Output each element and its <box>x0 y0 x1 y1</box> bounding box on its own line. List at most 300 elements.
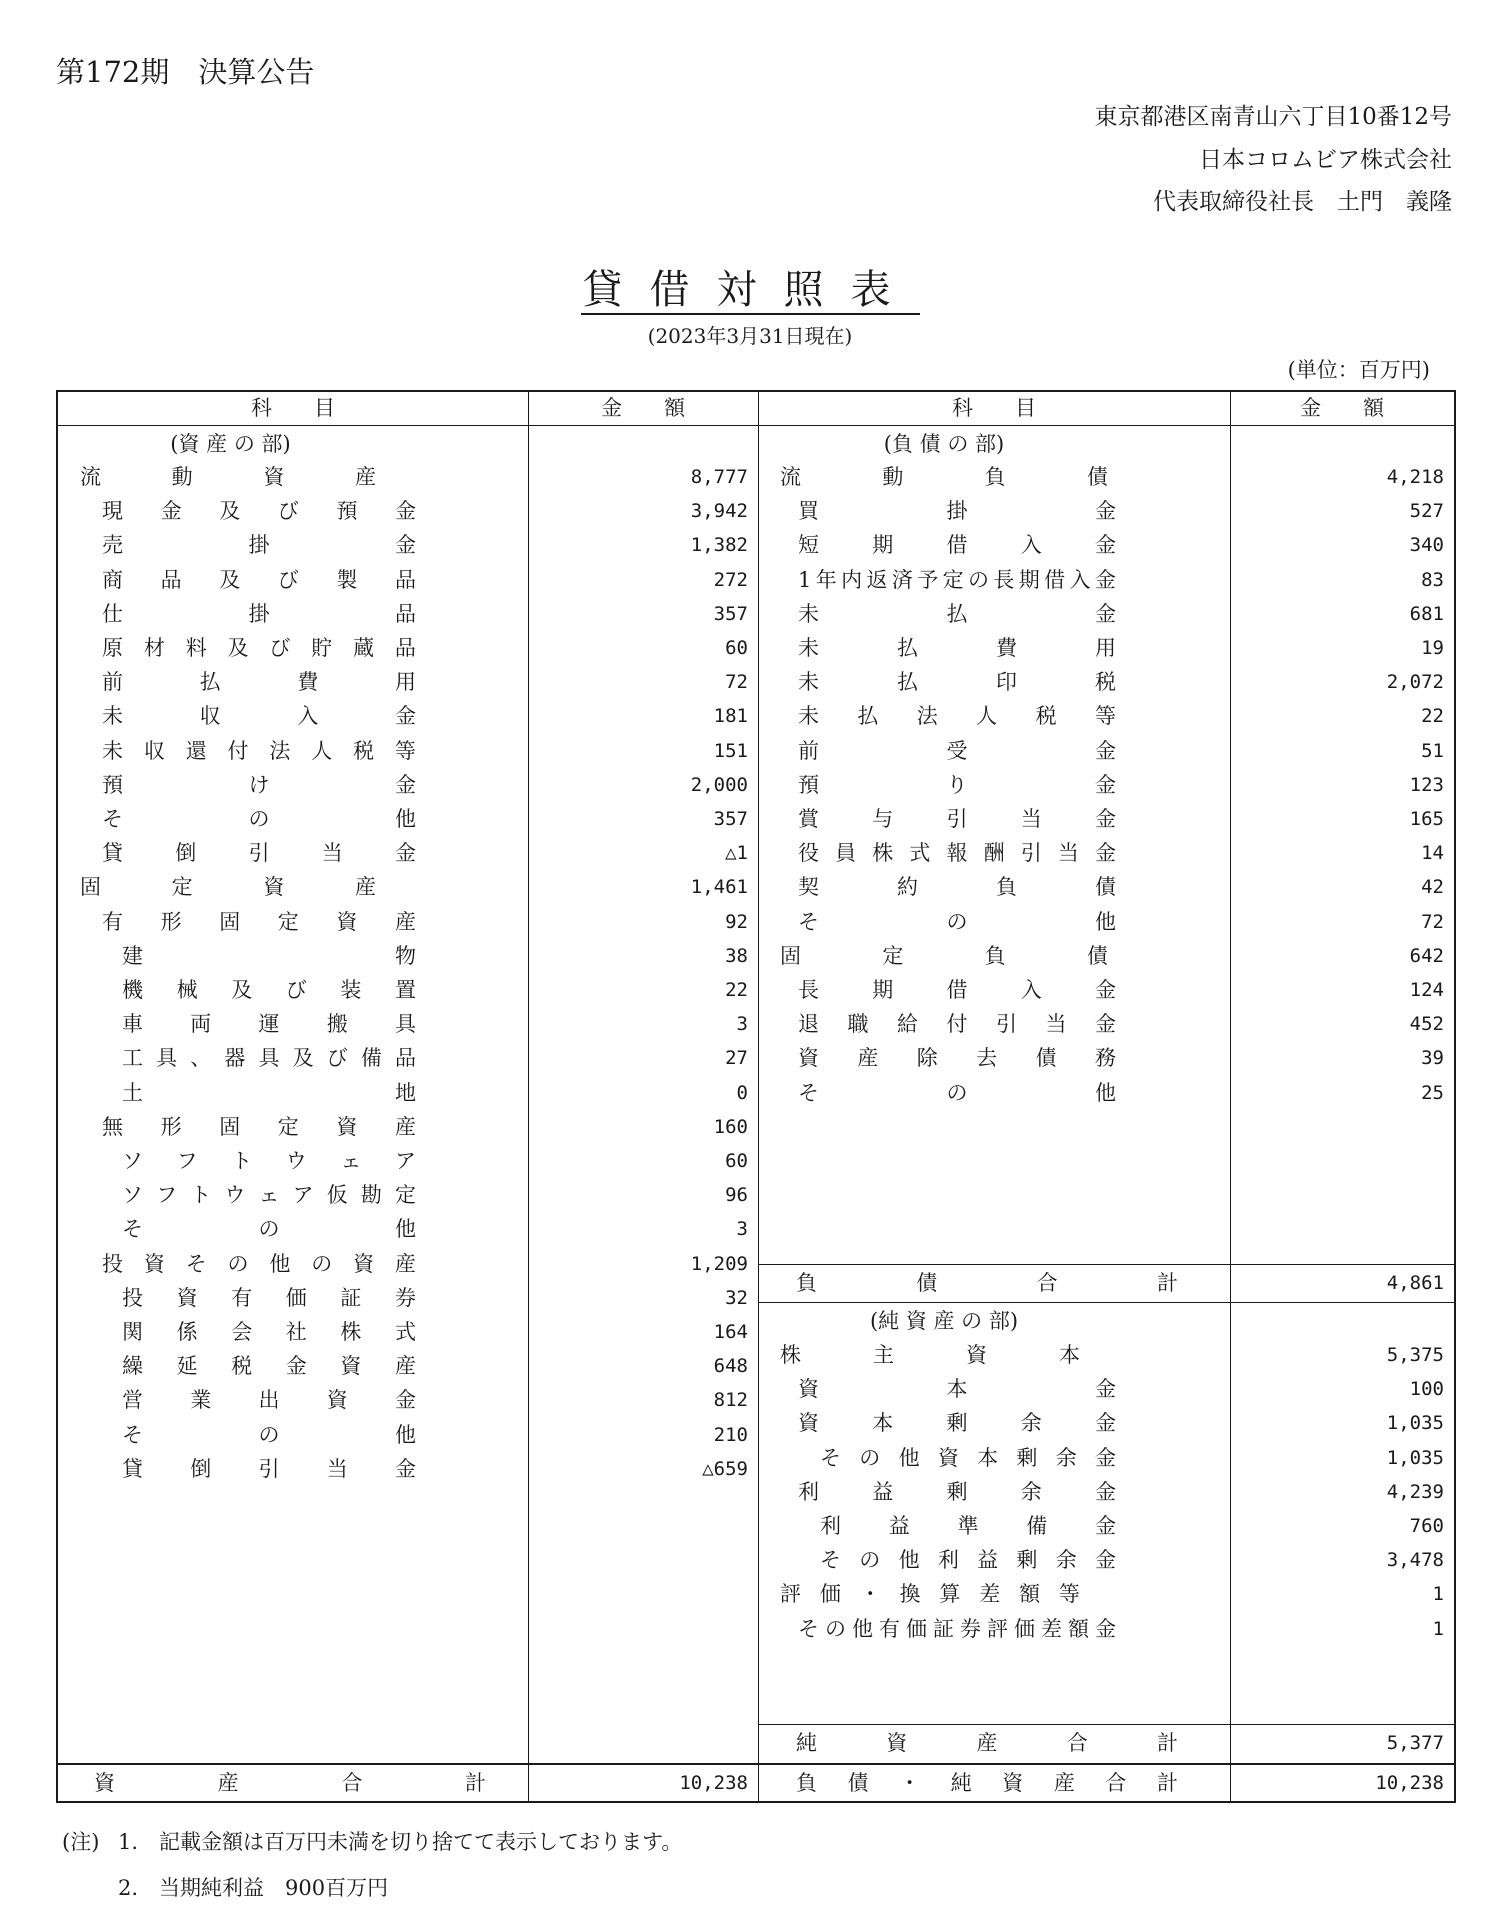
label-char: 利 <box>820 1514 841 1538</box>
label-char: 繰 <box>122 1354 143 1379</box>
label-char: 未 <box>102 704 123 729</box>
liab-net-total-row <box>758 1766 1454 1800</box>
label-char: 投 <box>122 1285 143 1310</box>
liability-row <box>758 836 1454 870</box>
liability-label <box>798 494 1116 528</box>
document-title <box>0 258 1500 315</box>
label-char: 当 <box>321 841 343 866</box>
label-char: 株 <box>780 1343 801 1367</box>
label-char: 資 <box>353 1251 375 1276</box>
net-asset-row <box>758 1475 1454 1509</box>
label-char: 員 <box>835 841 857 866</box>
note-prefix: (注) <box>62 1830 100 1854</box>
label-char: 資 <box>966 1343 987 1367</box>
label-char: 投 <box>102 1251 123 1276</box>
liability-row <box>758 905 1454 939</box>
liability-amount: 4,218 <box>1386 466 1444 488</box>
net-asset-amount: 3,478 <box>1386 1549 1444 1572</box>
net-asset-label <box>798 1475 1116 1509</box>
liability-label <box>798 870 1116 904</box>
label-char: 差 <box>1041 1616 1062 1641</box>
asset-label <box>102 699 416 733</box>
note-2: 2. 当期純利益 900百万円 <box>118 1876 389 1900</box>
label-char: 資 <box>886 1731 908 1755</box>
liability-label <box>798 1007 1116 1041</box>
liability-label <box>798 1076 1116 1110</box>
liability-amount: 165 <box>1409 808 1444 830</box>
label-char: 税 <box>1035 704 1057 729</box>
liability-row <box>758 973 1454 1007</box>
liability-row <box>758 631 1454 665</box>
label-char: フ <box>156 1183 178 1208</box>
label-char: の <box>258 1422 280 1447</box>
label-char: 契 <box>798 875 819 900</box>
label-char: 付 <box>946 1012 968 1037</box>
label-char: 有 <box>102 909 123 934</box>
net-asset-row <box>758 1509 1454 1543</box>
label-char: 無 <box>102 1114 123 1139</box>
net-asset-amount: 760 <box>1409 1515 1444 1537</box>
label-char: 産 <box>857 1046 879 1071</box>
as-of-date: (2023年3月31日現在) <box>647 324 853 348</box>
label-char: 負 <box>996 875 1017 900</box>
asset-amount: 8,777 <box>690 466 748 488</box>
asset-label <box>102 905 416 939</box>
asset-amount: 357 <box>713 808 748 830</box>
label-char: 金 <box>395 1388 416 1413</box>
label-char: 工 <box>122 1046 143 1071</box>
label-char: 倒 <box>175 841 197 866</box>
label-char: 差 <box>979 1582 1001 1607</box>
asset-amount: 38 <box>725 944 748 967</box>
label-char: 引 <box>996 1012 1017 1037</box>
liability-row <box>758 528 1454 562</box>
asset-row <box>58 836 758 870</box>
label-char: 他 <box>852 1616 873 1641</box>
label-char: 具 <box>258 1046 280 1071</box>
asset-row <box>58 870 758 904</box>
liability-row <box>758 665 1454 699</box>
liability-amount: 452 <box>1409 1013 1444 1036</box>
label-char: 職 <box>847 1012 869 1037</box>
label-char: 掛 <box>946 499 968 524</box>
label-char: 評 <box>987 1616 1008 1641</box>
label-char: 金 <box>1095 1377 1116 1402</box>
label-char: 本 <box>872 1411 894 1436</box>
label-char: 余 <box>1055 1548 1077 1573</box>
label-char: 債 <box>1035 1046 1057 1071</box>
net-asset-row <box>758 1372 1454 1406</box>
label-char: 入 <box>1020 533 1042 558</box>
asset-label <box>122 1383 416 1417</box>
net-assets-total-row <box>758 1726 1454 1760</box>
label-char: 未 <box>798 636 819 660</box>
label-char: 本 <box>946 1377 968 1402</box>
label-char: 給 <box>897 1012 918 1037</box>
label-char: 器 <box>224 1046 246 1071</box>
label-char: び <box>269 636 291 660</box>
label-char: 産 <box>354 875 376 900</box>
liability-row <box>758 802 1454 836</box>
asset-row <box>58 460 758 494</box>
asset-row <box>58 1041 758 1075</box>
liability-label <box>798 597 1116 631</box>
asset-amount: 272 <box>713 568 748 591</box>
label-char: 金 <box>1095 1479 1116 1504</box>
label-char: ソ <box>122 1149 143 1173</box>
label-char: 資 <box>176 1285 198 1310</box>
label-char: 定 <box>395 1183 416 1208</box>
label-char: 固 <box>219 1114 241 1139</box>
liability-amount: 51 <box>1421 739 1444 762</box>
asset-row <box>58 802 758 836</box>
label-char: 品 <box>394 636 416 660</box>
liability-label <box>798 905 1116 939</box>
label-char: 借 <box>946 978 968 1002</box>
label-char: 当 <box>1045 1012 1067 1037</box>
label-char: 引 <box>946 807 968 831</box>
label-char: 金 <box>1095 978 1116 1002</box>
label-char: 期 <box>1018 567 1040 592</box>
label-char: 流 <box>80 465 101 489</box>
asset-row <box>58 1247 758 1281</box>
label-char: ウ <box>285 1149 307 1173</box>
asset-label <box>122 1418 416 1452</box>
label-char: 両 <box>190 1012 212 1037</box>
header-amount-left: 金 額 <box>601 396 685 420</box>
asset-row <box>58 1281 758 1315</box>
label-char: 掛 <box>248 601 270 626</box>
label-char: 年 <box>815 567 837 592</box>
net-asset-amount: 1,035 <box>1386 1446 1444 1469</box>
label-char: 装 <box>340 978 362 1002</box>
label-char: 役 <box>798 841 819 866</box>
label-char: 剰 <box>946 1479 968 1504</box>
label-char: 前 <box>798 738 819 763</box>
net-assets-divider <box>758 1302 1454 1303</box>
liability-amount: 42 <box>1421 876 1444 899</box>
asset-label <box>122 1212 416 1246</box>
label-char: 他 <box>898 1548 920 1573</box>
label-char: の <box>946 909 968 934</box>
label-char: 資 <box>1002 1771 1024 1795</box>
label-char: 資 <box>263 465 285 489</box>
label-char: び <box>326 1046 348 1071</box>
label-char: 品 <box>160 567 182 592</box>
label-char: 原 <box>102 636 123 660</box>
label-char: 剰 <box>1016 1548 1038 1573</box>
label-char: 備 <box>1026 1514 1048 1538</box>
label-char: 期 <box>872 533 894 558</box>
asset-row <box>58 1178 758 1212</box>
net-asset-row <box>758 1543 1454 1577</box>
label-char: 物 <box>395 943 416 968</box>
asset-label <box>102 631 416 665</box>
label-char: 証 <box>933 1616 954 1641</box>
liability-amount: 22 <box>1421 705 1444 728</box>
label-char: 現 <box>102 499 123 524</box>
label-char: 計 <box>1156 1771 1178 1795</box>
label-char: 約 <box>897 875 918 900</box>
label-char: ア <box>394 1149 416 1173</box>
label-char: 金 <box>1094 1548 1116 1573</box>
liability-label <box>780 939 1108 973</box>
label-char: 品 <box>395 1046 416 1071</box>
liability-row <box>758 939 1454 973</box>
label-char: 掛 <box>248 533 270 558</box>
label-char: 価 <box>285 1285 307 1310</box>
net-asset-amount: 1 <box>1432 1617 1444 1640</box>
label-char: 本 <box>1059 1343 1080 1367</box>
label-char: 法 <box>916 704 938 729</box>
net-asset-amount: 1,035 <box>1386 1412 1444 1435</box>
label-char: 械 <box>176 978 198 1002</box>
label-char: 仮 <box>326 1183 348 1208</box>
label-char: 合 <box>1036 1271 1058 1295</box>
label-char: 未 <box>798 670 819 695</box>
label-char: 産 <box>394 1251 416 1276</box>
label-char: 固 <box>780 943 801 968</box>
label-char: 入 <box>297 704 319 729</box>
label-char: 券 <box>394 1285 416 1310</box>
label-char: 払 <box>199 670 221 695</box>
asset-row <box>58 494 758 528</box>
label-char: 定 <box>277 1114 299 1139</box>
label-char: 他 <box>395 807 416 831</box>
label-char: 金 <box>1095 1012 1116 1037</box>
asset-row <box>58 939 758 973</box>
liability-amount: 642 <box>1409 944 1444 967</box>
asset-row <box>58 563 758 597</box>
header-subject-right: 科 目 <box>952 396 1036 420</box>
label-char: そ <box>798 1080 819 1105</box>
label-char: 債 <box>916 1271 938 1295</box>
liabilities-total-label <box>796 1266 1178 1300</box>
label-char: 形 <box>160 909 182 934</box>
balance-sheet-table <box>56 390 1456 1803</box>
label-char: 搬 <box>326 1012 348 1037</box>
label-char: 定 <box>942 567 964 592</box>
label-char: 料 <box>185 636 207 660</box>
liability-amount: 527 <box>1409 500 1444 523</box>
label-char: 動 <box>171 465 193 489</box>
liability-label <box>798 802 1116 836</box>
label-char: の <box>227 1251 249 1276</box>
label-char: 出 <box>258 1388 280 1413</box>
asset-row <box>58 1110 758 1144</box>
net-assets-total-amount: 5,377 <box>1386 1732 1444 1754</box>
liability-row <box>758 1041 1454 1075</box>
label-char: 長 <box>798 978 819 1002</box>
label-char: 金 <box>394 704 416 729</box>
label-char: 関 <box>122 1320 143 1344</box>
asset-row <box>58 1452 758 1486</box>
asset-amount: 812 <box>713 1389 748 1412</box>
asset-amount: 60 <box>725 637 748 659</box>
liability-label <box>798 768 1116 802</box>
label-char: 会 <box>231 1320 253 1344</box>
header-divider <box>58 425 1454 426</box>
label-char: 商 <box>102 567 123 592</box>
label-char: の <box>968 567 989 592</box>
label-char: 印 <box>996 670 1017 695</box>
label-char: 価 <box>1014 1616 1035 1641</box>
asset-label <box>102 802 416 836</box>
label-char: 価 <box>906 1616 927 1641</box>
label-char: 当 <box>1020 807 1042 831</box>
label-char: 払 <box>946 601 968 626</box>
label-char: 資 <box>340 1354 362 1379</box>
asset-label <box>122 1178 416 1212</box>
label-char: 除 <box>916 1046 938 1071</box>
label-char: 合 <box>1066 1731 1088 1755</box>
label-char: 収 <box>143 738 165 763</box>
asset-label <box>122 973 416 1007</box>
net-asset-label <box>780 1338 1080 1372</box>
net-assets-total-divider <box>758 1724 1454 1725</box>
title-text: 貸借対照表 <box>582 267 918 313</box>
label-char: ェ <box>258 1183 280 1208</box>
net-asset-amount: 4,239 <box>1386 1480 1444 1503</box>
liability-amount: 681 <box>1409 602 1444 625</box>
asset-amount: 1,209 <box>690 1252 748 1275</box>
label-char: 用 <box>394 670 416 695</box>
liability-label <box>798 1041 1116 1075</box>
label-char: 等 <box>1094 704 1116 729</box>
label-char: 税 <box>231 1354 253 1379</box>
asset-amount: 3,942 <box>690 500 748 523</box>
label-char: 酬 <box>983 841 1005 866</box>
label-char: 及 <box>231 978 253 1002</box>
liability-row <box>758 699 1454 733</box>
label-char: 予 <box>917 567 939 592</box>
label-char: 固 <box>219 909 241 934</box>
label-char: 剰 <box>1016 1445 1038 1470</box>
label-char: の <box>859 1548 881 1573</box>
label-char: 払 <box>897 636 918 660</box>
label-char: 金 <box>285 1354 307 1379</box>
label-char: 資 <box>94 1771 115 1795</box>
label-char: 賞 <box>798 807 819 831</box>
asset-row <box>58 1007 758 1041</box>
assets-total-amount: 10,238 <box>679 1772 748 1794</box>
liability-label <box>798 563 1116 597</box>
label-char: 返 <box>866 567 888 592</box>
label-char: 預 <box>336 499 358 524</box>
label-char: 金 <box>1094 567 1116 592</box>
liability-row <box>758 870 1454 904</box>
label-char: 資 <box>798 1411 819 1436</box>
note-1: 1. 記載金額は百万円未満を切り捨てて表示しております。 <box>118 1830 683 1854</box>
asset-amount: 210 <box>713 1423 748 1446</box>
label-char: 産 <box>976 1731 998 1755</box>
label-char: 形 <box>160 1114 182 1139</box>
label-char: 余 <box>1020 1479 1042 1504</box>
net-asset-row <box>758 1406 1454 1440</box>
label-char: 借 <box>1044 567 1066 592</box>
asset-amount: 648 <box>713 1355 748 1378</box>
label-char: 金 <box>1095 601 1116 626</box>
label-char: 合 <box>341 1771 363 1795</box>
grand-total-divider <box>58 1763 1454 1765</box>
label-char: 去 <box>976 1046 998 1071</box>
label-char: 還 <box>185 738 207 763</box>
label-char: の <box>825 1616 846 1641</box>
label-char: 金 <box>395 533 416 558</box>
asset-amount: 181 <box>713 705 748 728</box>
label-char: 未 <box>102 738 123 763</box>
net-asset-label <box>820 1509 1116 1543</box>
label-char: 株 <box>340 1320 362 1344</box>
asset-amount: △659 <box>702 1457 748 1480</box>
net-asset-label <box>820 1441 1116 1475</box>
net-assets-section-heading: (純 資 産 の 部) <box>869 1309 1019 1333</box>
label-char: 済 <box>891 567 913 592</box>
label-char: そ <box>102 807 123 831</box>
label-char: 等 <box>394 738 416 763</box>
header-subject-left: 科 目 <box>251 396 335 420</box>
label-char: 債 <box>1086 943 1108 968</box>
liability-row <box>758 597 1454 631</box>
label-char: 品 <box>395 601 416 626</box>
label-char: そ <box>820 1548 841 1573</box>
label-char: け <box>248 772 270 797</box>
label-char: 定 <box>882 943 904 968</box>
label-char: 他 <box>1095 909 1116 934</box>
label-char: の <box>946 1080 968 1105</box>
asset-label <box>122 1349 416 1383</box>
asset-amount: 0 <box>736 1081 748 1104</box>
label-char: 資 <box>143 1251 165 1276</box>
label-char: 産 <box>394 909 416 934</box>
asset-label <box>102 768 416 802</box>
label-char: 入 <box>1069 567 1091 592</box>
asset-amount: 164 <box>713 1321 748 1343</box>
liability-label <box>798 699 1116 733</box>
liability-label <box>798 528 1116 562</box>
net-asset-label <box>798 1612 1116 1646</box>
label-char: 債 <box>1086 465 1108 489</box>
asset-label <box>122 1076 416 1110</box>
net-asset-label <box>820 1543 1116 1577</box>
label-char: 費 <box>297 670 319 695</box>
label-char: 短 <box>798 533 819 558</box>
asset-amount: 32 <box>725 1286 748 1309</box>
asset-amount: 22 <box>725 979 748 1001</box>
label-char: 余 <box>1020 1411 1042 1436</box>
label-char: 地 <box>395 1080 416 1105</box>
label-char: 債 <box>847 1771 869 1795</box>
asset-row <box>58 734 758 768</box>
asset-row <box>58 1383 758 1417</box>
asset-label <box>102 665 416 699</box>
asset-amount: 60 <box>725 1150 748 1172</box>
label-char: 負 <box>796 1271 817 1295</box>
liability-amount: 2,072 <box>1386 671 1444 694</box>
label-char: 定 <box>171 875 193 900</box>
label-char: 務 <box>1094 1046 1116 1071</box>
label-char: 勘 <box>360 1183 382 1208</box>
asset-label <box>122 939 416 973</box>
liability-amount: 25 <box>1421 1081 1444 1104</box>
asset-row <box>58 1349 758 1383</box>
label-char: 評 <box>780 1582 801 1607</box>
label-char: 土 <box>122 1080 143 1105</box>
label-char: ・ <box>859 1582 881 1607</box>
label-char: 機 <box>122 978 143 1002</box>
net-asset-row <box>758 1612 1454 1646</box>
label-char: 金 <box>1095 841 1116 866</box>
